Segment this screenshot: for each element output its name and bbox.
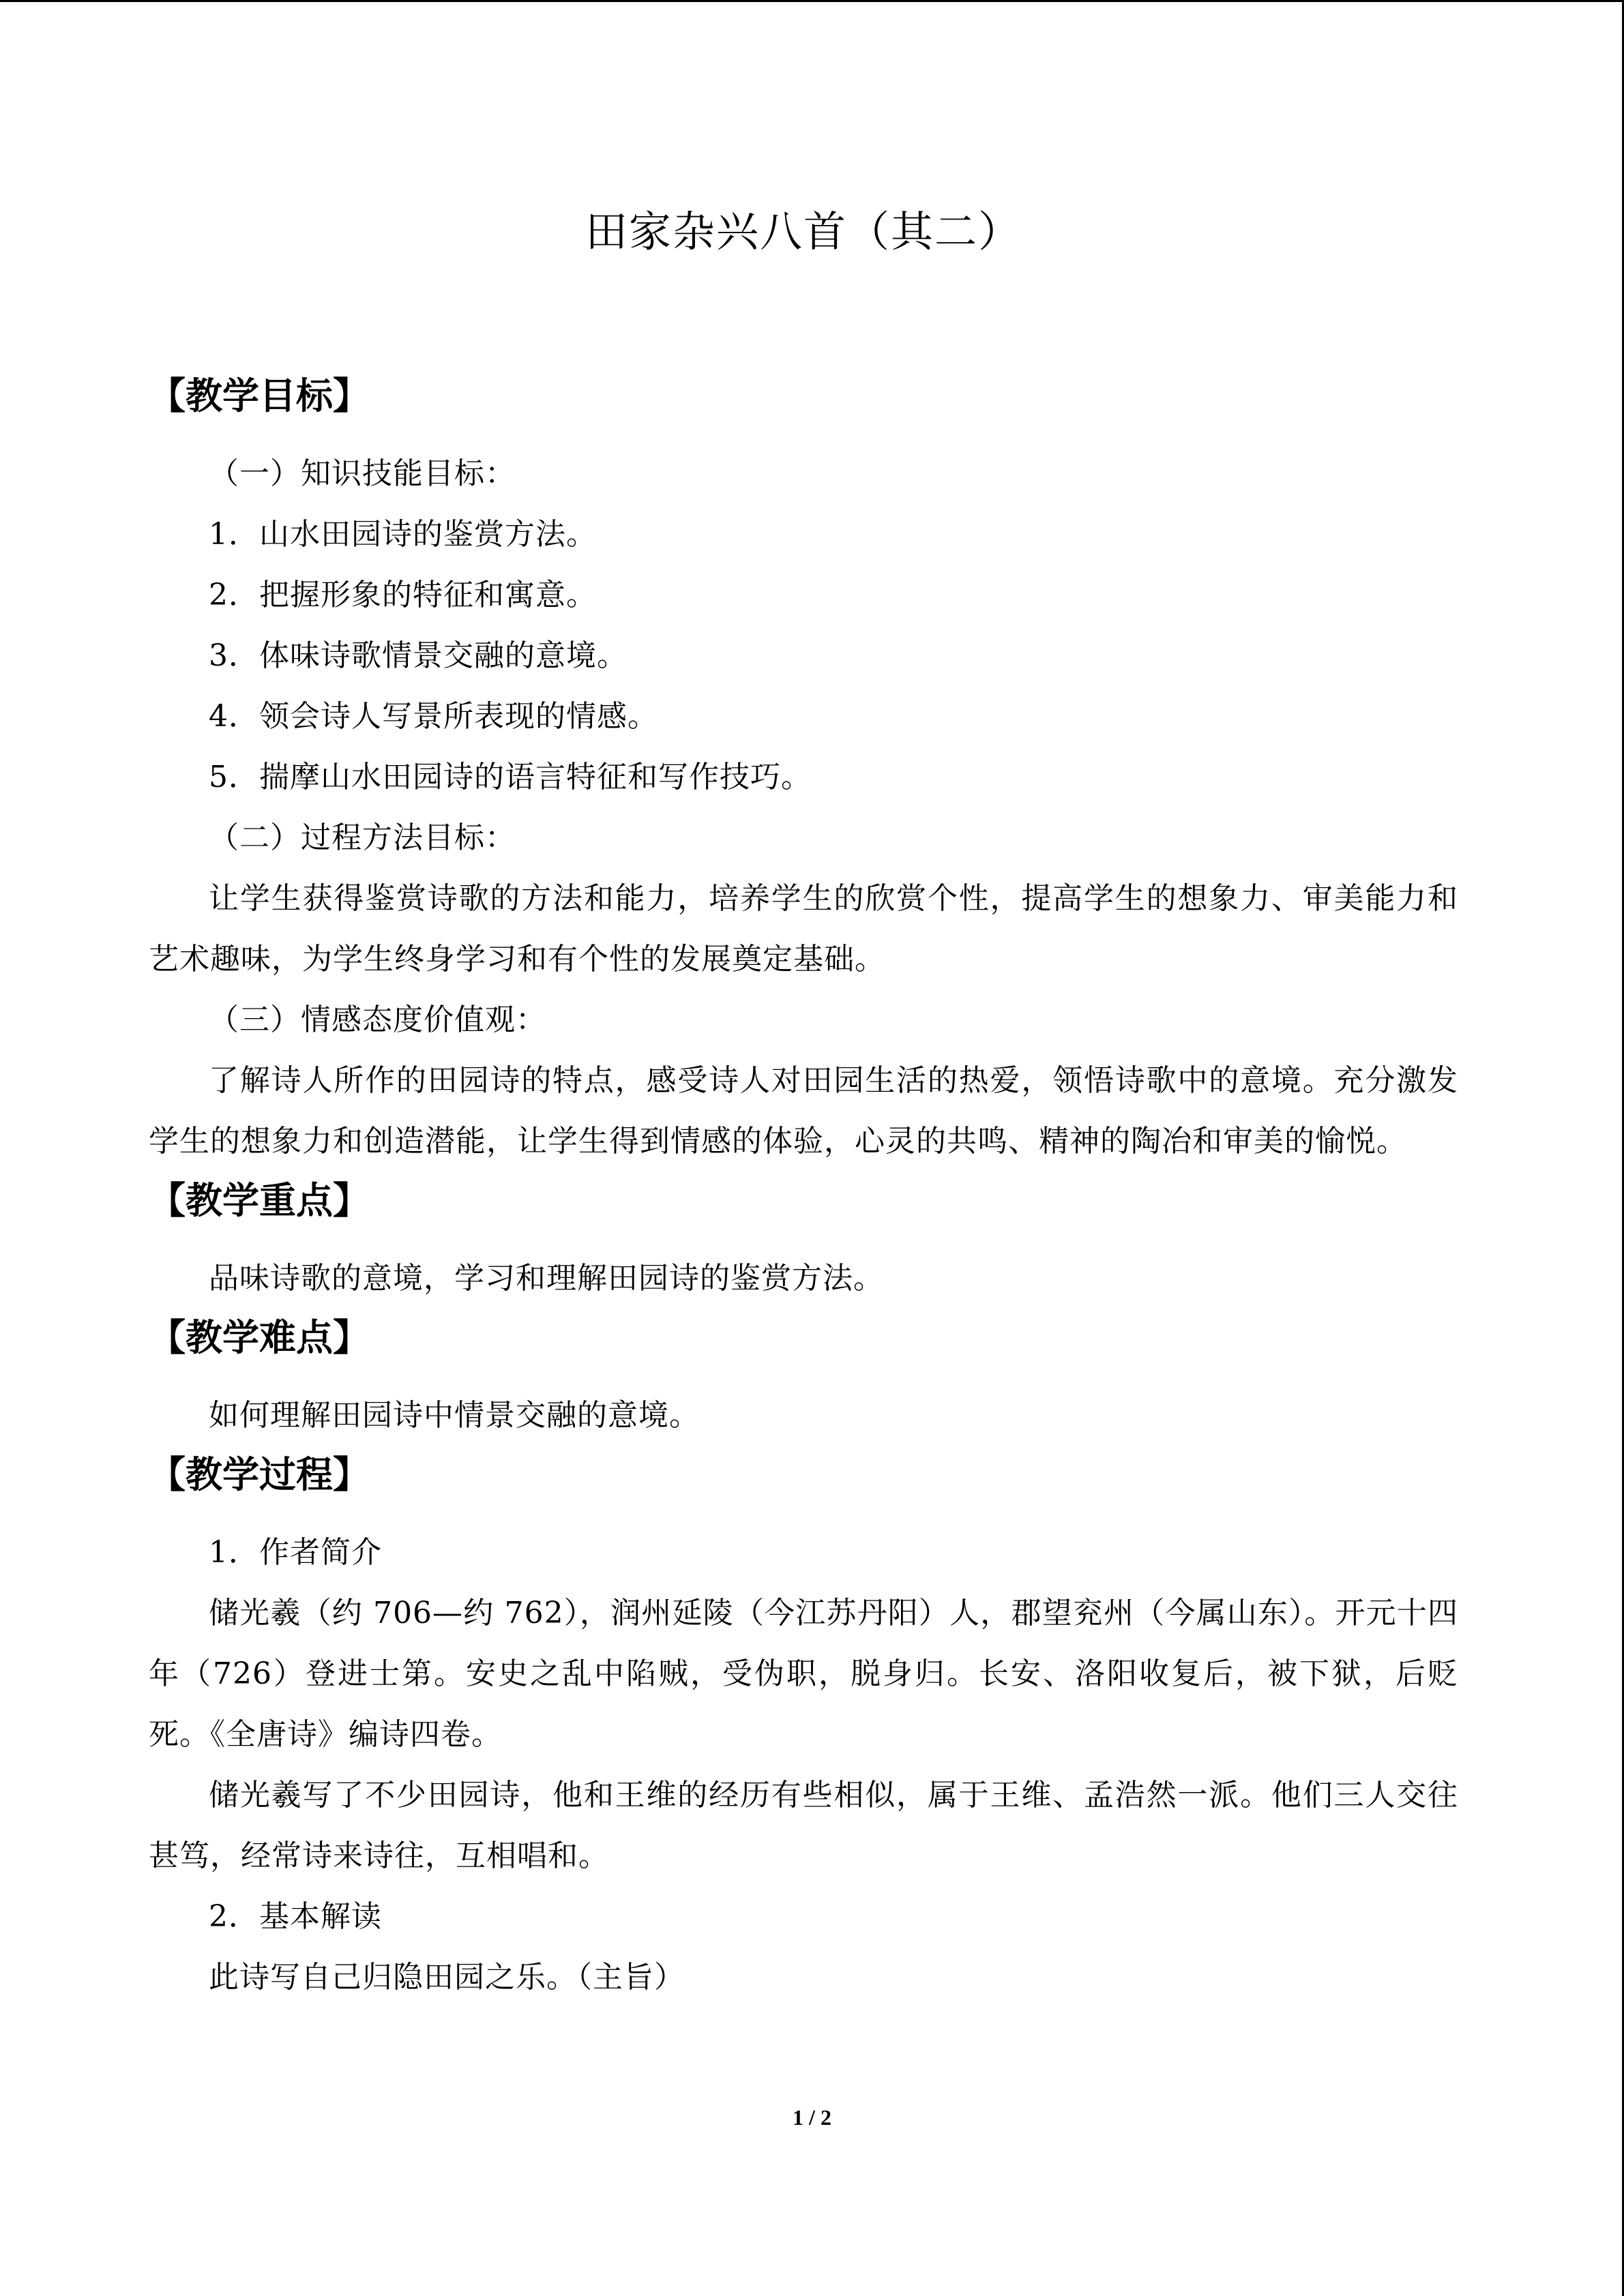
section-teaching-difficulty [149, 1314, 1458, 1446]
paragraph: 2．基本解读 [209, 1899, 382, 1934]
section-heading: 【教学目标】 [149, 374, 370, 417]
section-heading: 【教学难点】 [149, 1316, 370, 1359]
paragraph: （三）情感态度价值观： [209, 1002, 546, 1037]
paragraph: 5．揣摩山水田园诗的语言特征和写作技巧。 [209, 760, 812, 794]
paragraph: 储光羲写了不少田园诗，他和王维的经历有些相似，属于王维、孟浩然一派。他们三人交往甚笃，经常诗来诗往，互相唱和。 [149, 1778, 1458, 1873]
section-heading: 【教学过程】 [149, 1453, 370, 1496]
section-heading: 【教学重点】 [149, 1179, 370, 1222]
paragraph: 1．山水田园诗的鉴赏方法。 [209, 517, 597, 552]
page-number: 1 / 2 [793, 2105, 831, 2130]
document-page [149, 205, 1458, 2008]
paragraph: 3．体味诗歌情景交融的意境。 [209, 638, 628, 673]
section-teaching-objectives [149, 372, 1458, 1172]
paragraph: （二）过程方法目标： [209, 820, 516, 855]
paragraph: 1．作者简介 [209, 1535, 382, 1570]
top-border-line [0, 0, 1624, 2]
document-title: 田家杂兴八首（其二） [585, 207, 1022, 256]
paragraph: 品味诗歌的意境，学习和理解田园诗的鉴赏方法。 [209, 1261, 884, 1296]
paragraph: 2．把握形象的特征和寓意。 [209, 578, 597, 612]
paragraph: 4．领会诗人写景所表现的情感。 [209, 699, 658, 734]
paragraph: 让学生获得鉴赏诗歌的方法和能力，培养学生的欣赏个性，提高学生的想象力、审美能力和艺术趣味，为学生终身学习和有个性的发展奠定基础。 [149, 881, 1458, 976]
paragraph: 了解诗人所作的田园诗的特点，感受诗人对田园生活的热爱，领悟诗歌中的意境。充分激发学生的想象力和创造潜能，让学生得到情感的体验，心灵的共鸣、精神的陶冶和审美的愉悦。 [149, 1063, 1458, 1159]
paragraph: （一）知识技能目标： [209, 456, 516, 491]
section-teaching-focus [149, 1177, 1458, 1309]
section-teaching-process [149, 1451, 1458, 2008]
paragraph: 储光羲（约 706—约 762），润州延陵（今江苏丹阳）人，郡望兖州（今属山东）。开元十四年（726）登进士第。安史之乱中陷贼，受伪职，脱身归。长安、洛阳收复后，被下狱，后贬死。《全唐诗》编诗四卷。 [149, 1596, 1458, 1752]
paragraph: 如何理解田园诗中情景交融的意境。 [209, 1398, 700, 1433]
paragraph: 此诗写自己归隐田园之乐。（主旨） [209, 1960, 685, 1995]
